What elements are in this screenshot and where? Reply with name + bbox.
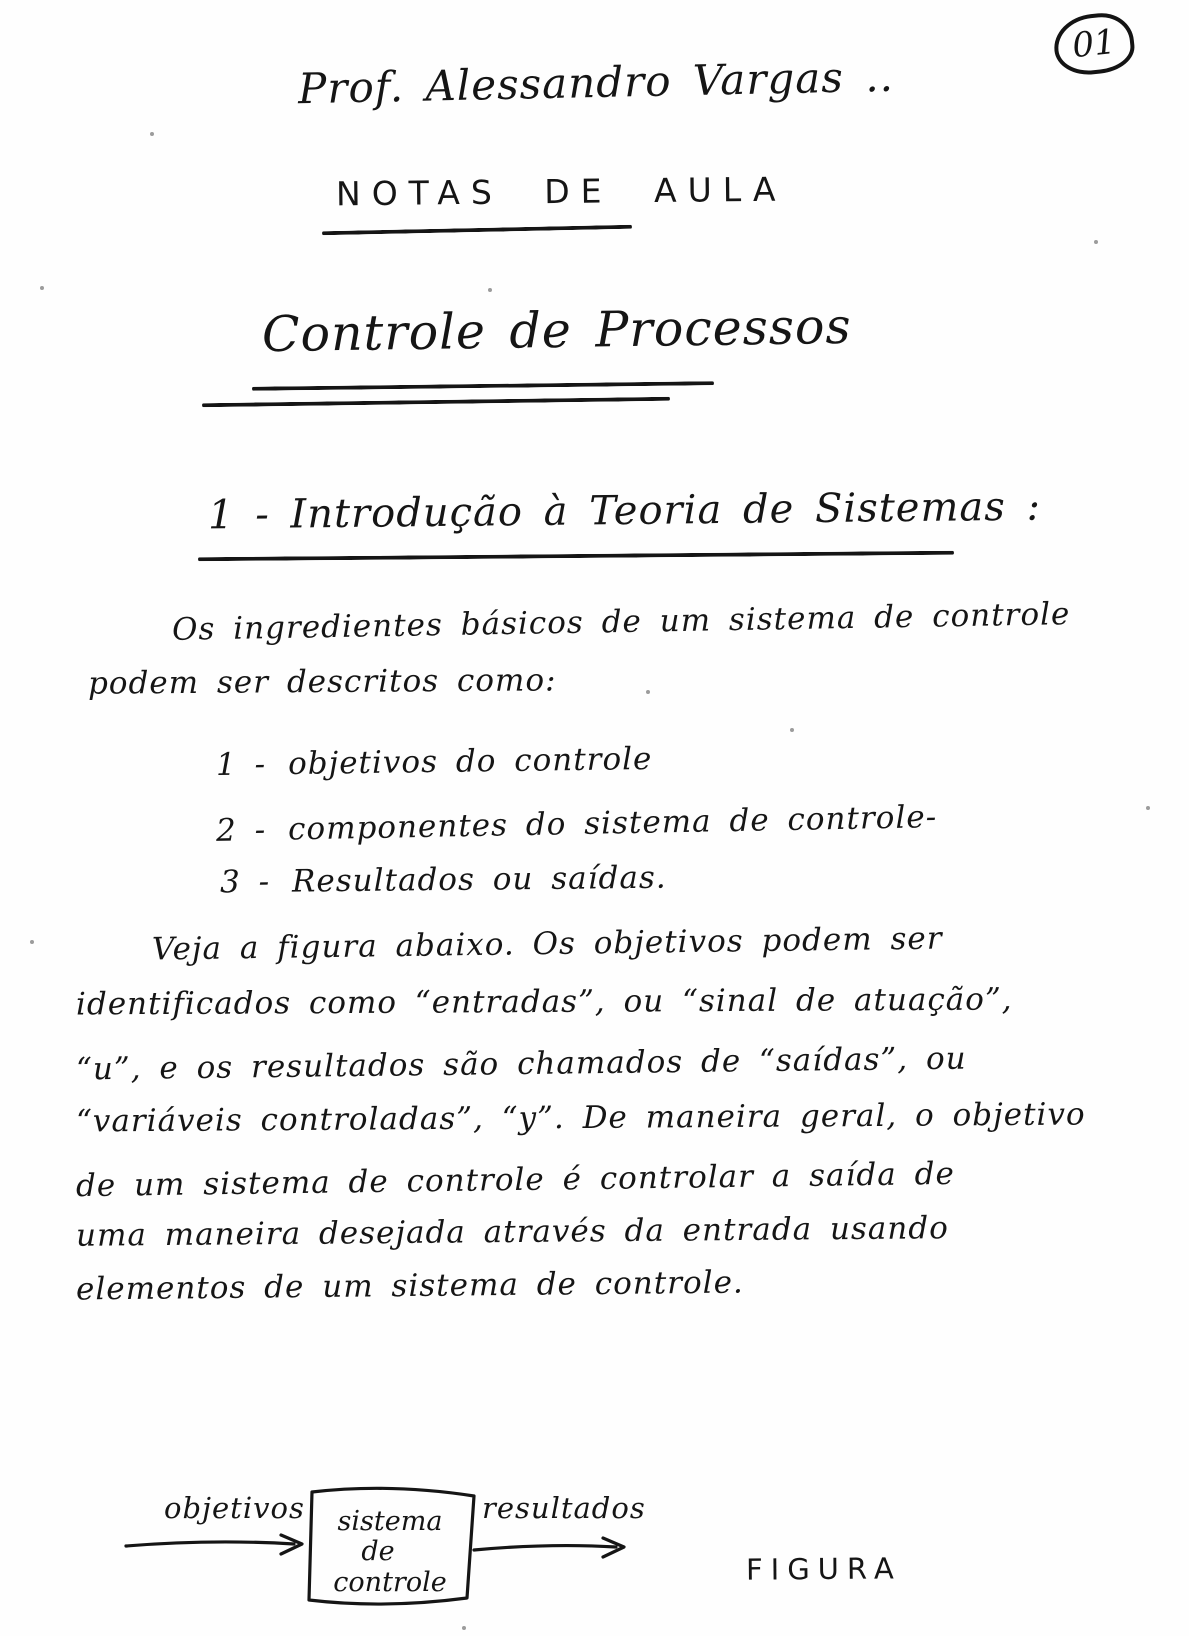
scan-speckle [646, 690, 650, 694]
list-item-1 [216, 741, 653, 783]
body-line-7: elementos de um sistema de controle. [75, 1264, 744, 1308]
figure-input-label: objetivos [164, 1491, 305, 1525]
figure-caption: FIGURA [745, 1551, 902, 1587]
list-item-2-text: componentes do sistema de controle- [287, 799, 938, 848]
list-item-3-number: 3 - [219, 863, 271, 901]
body-line-5: de um sistema de controle é controlar a saída de [75, 1155, 956, 1205]
title-underline-1 [252, 381, 714, 391]
block-diagram [118, 1478, 653, 1623]
list-item-3-text: Resultados ou saídas. [291, 859, 667, 900]
body-line-1: Veja a figura abaixo. Os objetivos podem ser [151, 920, 943, 968]
scan-speckle [150, 132, 154, 136]
section-heading: 1 - Introdução à Teoria de Sistemas : [207, 483, 1042, 539]
doc-type-heading: NOTAS DE AULA [335, 169, 787, 214]
section-heading-underline [198, 551, 954, 562]
list-item-2-number: 2 - [215, 811, 267, 849]
figure-output-label: resultados [482, 1491, 646, 1525]
page-number-circle [1051, 10, 1137, 78]
intro-line-2: podem ser descritos como: [87, 662, 557, 702]
page-title: Controle de Processos [261, 297, 852, 364]
body-line-6: uma maneira desejada através da entrada usando [75, 1210, 949, 1254]
output-arrow-line [474, 1546, 616, 1550]
page-number: 01 [1070, 21, 1118, 67]
body-line-2: identificados como “entradas”, ou “sinal de atuação”, [75, 981, 1013, 1023]
doc-type-underline [322, 225, 632, 235]
scan-speckle [40, 286, 44, 290]
input-arrow-line [126, 1542, 294, 1546]
system-box-line-2: de [361, 1536, 395, 1567]
list-item-1-number: 1 - [215, 746, 267, 784]
scan-speckle [790, 728, 794, 732]
scan-speckle [30, 940, 34, 944]
title-underline-2 [202, 397, 670, 408]
author-line: Prof. Alessandro Vargas .. [297, 51, 895, 114]
system-box-line-1: sistema [337, 1506, 443, 1537]
scan-speckle [1146, 806, 1150, 810]
scan-speckle [488, 288, 492, 292]
body-line-3: “u”, e os resultados são chamados de “saídas”, ou [75, 1040, 967, 1088]
scan-speckle [462, 1626, 466, 1630]
list-item-1-text: objetivos do controle [287, 740, 653, 783]
body-line-4: “variáveis controladas”, “y”. De maneira geral, o objetivo [75, 1096, 1086, 1140]
list-item-2 [216, 799, 938, 849]
system-box-line-3: controle [333, 1567, 447, 1598]
list-item-3 [220, 860, 667, 901]
intro-line-1: Os ingredientes básicos de um sistema de controle [171, 596, 1071, 648]
scan-speckle [1094, 240, 1098, 244]
